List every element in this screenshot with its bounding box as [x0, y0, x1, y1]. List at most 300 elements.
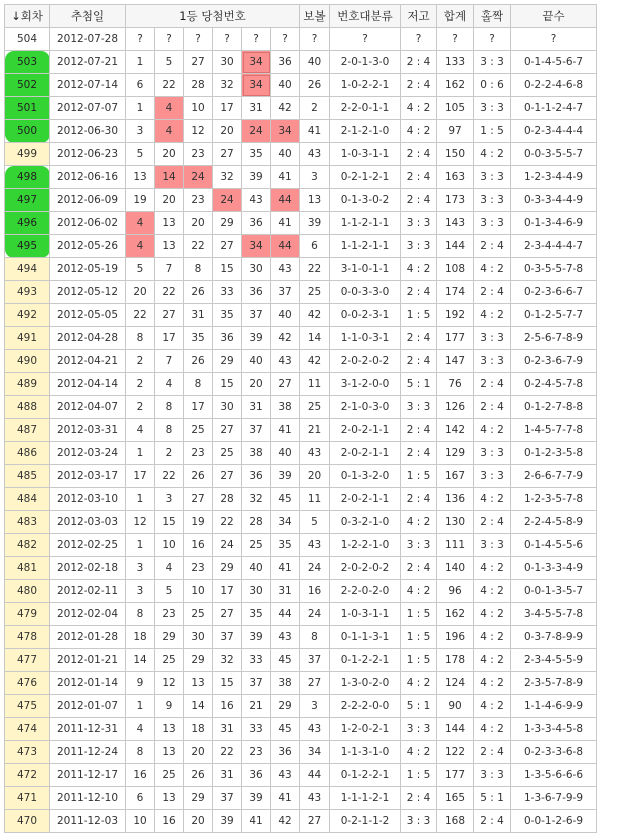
number-ball-cell: 8: [126, 603, 155, 626]
number-ball-cell: 20: [213, 120, 242, 143]
date-cell: 2012-06-30: [50, 120, 126, 143]
table-row: [5, 97, 597, 120]
highlow-cell: 4 : 2: [401, 120, 437, 143]
ending-cell: 0-2-2-4-6-8: [511, 74, 597, 97]
number-ball-cell: 8: [126, 327, 155, 350]
round-cell[interactable]: 475: [5, 695, 50, 718]
number-ball-cell: 31: [271, 580, 300, 603]
round-cell[interactable]: 485: [5, 465, 50, 488]
ending-cell: 1-3-5-6-6-6: [511, 764, 597, 787]
round-cell[interactable]: 497: [5, 189, 50, 212]
number-ball-cell: 43: [271, 626, 300, 649]
round-cell[interactable]: 494: [5, 258, 50, 281]
sum-cell: 177: [437, 764, 474, 787]
number-ball-cell: 7: [155, 258, 184, 281]
number-ball-cell: 19: [126, 189, 155, 212]
ending-cell: 0-3-3-4-4-9: [511, 189, 597, 212]
number-ball-cell: 36: [242, 212, 271, 235]
date-cell: 2012-02-18: [50, 557, 126, 580]
number-ball-cell: 4: [126, 718, 155, 741]
bonus-cell: 42: [300, 350, 330, 373]
highlow-cell: 3 : 3: [401, 718, 437, 741]
sum-cell: 76: [437, 373, 474, 396]
bonus-cell: 26: [300, 74, 330, 97]
round-cell[interactable]: 493: [5, 281, 50, 304]
table-row: [5, 51, 597, 74]
number-ball-cell: 39: [242, 787, 271, 810]
number-ball-cell: 26: [184, 764, 213, 787]
number-ball-cell: 1: [126, 534, 155, 557]
round-cell[interactable]: 487: [5, 419, 50, 442]
number-ball-cell: 41: [242, 810, 271, 833]
classify-cell: 1-2-2-1-0: [330, 534, 401, 557]
sum-cell: 173: [437, 189, 474, 212]
number-ball-cell: 40: [271, 74, 300, 97]
number-ball-cell: 4: [155, 373, 184, 396]
table-row: [5, 258, 597, 281]
number-ball-cell: 5: [126, 143, 155, 166]
number-ball-cell: 33: [242, 649, 271, 672]
number-ball-cell: 42: [271, 327, 300, 350]
number-ball-cell: 1: [126, 488, 155, 511]
oddeven-cell: 3 : 3: [474, 350, 511, 373]
round-cell[interactable]: 492: [5, 304, 50, 327]
oddeven-cell: 4 : 2: [474, 557, 511, 580]
round-cell[interactable]: 501: [5, 97, 50, 120]
round-cell[interactable]: 472: [5, 764, 50, 787]
round-cell[interactable]: 474: [5, 718, 50, 741]
bonus-cell: 3: [300, 166, 330, 189]
number-ball-cell: 17: [126, 465, 155, 488]
classify-cell: 0-0-2-3-1: [330, 304, 401, 327]
classify-cell: 2-1-2-1-0: [330, 120, 401, 143]
classify-column-header: 번호대분류: [330, 5, 401, 28]
date-cell: 2012-05-12: [50, 281, 126, 304]
classify-cell: 2-2-2-0-0: [330, 695, 401, 718]
round-cell[interactable]: 499: [5, 143, 50, 166]
sum-cell: 168: [437, 810, 474, 833]
number-ball-cell: 2: [126, 350, 155, 373]
date-cell: 2012-07-14: [50, 74, 126, 97]
number-ball-cell: 36: [271, 741, 300, 764]
number-ball-cell: 43: [271, 350, 300, 373]
number-ball-cell: 14: [184, 695, 213, 718]
number-ball-cell: 31: [242, 396, 271, 419]
number-ball-cell: 20: [155, 143, 184, 166]
sum-cell: 97: [437, 120, 474, 143]
highlow-cell: 4 : 2: [401, 580, 437, 603]
round-cell[interactable]: 486: [5, 442, 50, 465]
sum-cell: 122: [437, 741, 474, 764]
number-ball-cell: 30: [242, 258, 271, 281]
round-cell[interactable]: 482: [5, 534, 50, 557]
highlow-cell: 4 : 2: [401, 258, 437, 281]
bonus-cell: 13: [300, 189, 330, 212]
sum-cell: 150: [437, 143, 474, 166]
ending-cell: 0-1-2-5-7-7: [511, 304, 597, 327]
oddeven-cell: 4 : 2: [474, 143, 511, 166]
table-row: [5, 212, 597, 235]
classify-cell: 1-2-0-2-1: [330, 718, 401, 741]
date-cell: 2012-04-14: [50, 373, 126, 396]
ending-cell: 0-0-1-3-5-7: [511, 580, 597, 603]
date-cell: 2011-12-31: [50, 718, 126, 741]
oddeven-cell: 3 : 3: [474, 442, 511, 465]
table-row: [5, 718, 597, 741]
ending-cell: 0-1-2-3-5-8: [511, 442, 597, 465]
number-ball-cell: 3: [155, 488, 184, 511]
table-row: [5, 189, 597, 212]
bonus-cell: 5: [300, 511, 330, 534]
classify-cell: 2-2-0-2-0: [330, 580, 401, 603]
ending-cell: 0-1-3-4-6-9: [511, 212, 597, 235]
date-cell: 2012-03-31: [50, 419, 126, 442]
round-cell[interactable]: 490: [5, 350, 50, 373]
table-row: [5, 235, 597, 258]
ending-cell: 0-3-5-5-7-8: [511, 258, 597, 281]
number-ball-cell: 28: [242, 511, 271, 534]
number-ball-cell: 15: [213, 373, 242, 396]
date-cell: 2012-01-21: [50, 649, 126, 672]
round-cell[interactable]: 498: [5, 166, 50, 189]
highlow-cell: 5 : 1: [401, 373, 437, 396]
bonus-cell: 21: [300, 419, 330, 442]
number-ball-cell: 23: [242, 741, 271, 764]
classify-cell: 1-1-2-1-1: [330, 235, 401, 258]
number-ball-cell: 10: [155, 534, 184, 557]
number-ball-cell: 2: [126, 396, 155, 419]
highlow-cell: 3 : 3: [401, 396, 437, 419]
ending-cell: 0-2-3-6-6-7: [511, 281, 597, 304]
highlow-cell: 2 : 4: [401, 327, 437, 350]
number-ball-cell: 3: [126, 120, 155, 143]
round-cell[interactable]: 471: [5, 787, 50, 810]
number-ball-cell: 30: [213, 396, 242, 419]
number-ball-cell: 23: [184, 557, 213, 580]
number-ball-cell: 4: [126, 419, 155, 442]
highlow-cell: 2 : 4: [401, 350, 437, 373]
table-row: [5, 511, 597, 534]
number-ball-cell: 45: [271, 649, 300, 672]
round-column-header[interactable]: ↓회차: [5, 5, 50, 28]
number-ball-cell: ?: [184, 28, 213, 51]
number-ball-cell: 26: [184, 465, 213, 488]
number-ball-cell: 39: [242, 626, 271, 649]
round-cell[interactable]: 503: [5, 51, 50, 74]
round-cell[interactable]: 496: [5, 212, 50, 235]
number-ball-cell: 39: [271, 465, 300, 488]
number-ball-cell: 37: [242, 419, 271, 442]
highlow-cell: 2 : 4: [401, 442, 437, 465]
table-row: [5, 28, 597, 51]
round-cell[interactable]: 478: [5, 626, 50, 649]
number-ball-cell: 42: [271, 97, 300, 120]
round-cell[interactable]: 470: [5, 810, 50, 833]
round-cell[interactable]: 491: [5, 327, 50, 350]
number-ball-cell: 1: [126, 51, 155, 74]
number-ball-cell: 32: [213, 649, 242, 672]
number-ball-cell: 35: [213, 304, 242, 327]
date-cell: 2012-01-07: [50, 695, 126, 718]
number-ball-cell: 22: [155, 465, 184, 488]
number-ball-cell: 22: [126, 304, 155, 327]
classify-cell: 1-1-2-1-1: [330, 212, 401, 235]
classify-cell: 0-1-3-0-2: [330, 189, 401, 212]
table-row: [5, 166, 597, 189]
classify-cell: 1-1-1-2-1: [330, 787, 401, 810]
table-row: [5, 580, 597, 603]
bonus-cell: 39: [300, 212, 330, 235]
sum-cell: 140: [437, 557, 474, 580]
oddeven-cell: 0 : 6: [474, 74, 511, 97]
number-ball-cell: 12: [155, 672, 184, 695]
oddeven-cell: 3 : 3: [474, 166, 511, 189]
number-ball-cell: 27: [271, 373, 300, 396]
number-ball-cell: 20: [242, 373, 271, 396]
number-ball-cell: 15: [213, 672, 242, 695]
table-row: [5, 557, 597, 580]
date-cell: 2012-02-25: [50, 534, 126, 557]
number-ball-cell: 27: [213, 235, 242, 258]
number-ball-cell: 34: [271, 120, 300, 143]
ending-cell: 1-3-3-4-5-8: [511, 718, 597, 741]
oddeven-cell: 3 : 3: [474, 465, 511, 488]
date-cell: 2011-12-03: [50, 810, 126, 833]
bonus-cell: 42: [300, 304, 330, 327]
sum-cell: 136: [437, 488, 474, 511]
oddeven-cell: 2 : 4: [474, 511, 511, 534]
round-cell[interactable]: 477: [5, 649, 50, 672]
number-ball-cell: 38: [271, 396, 300, 419]
number-ball-cell: 5: [155, 51, 184, 74]
number-ball-cell: ?: [155, 28, 184, 51]
date-cell: 2012-01-14: [50, 672, 126, 695]
round-cell[interactable]: 489: [5, 373, 50, 396]
number-ball-cell: 40: [242, 557, 271, 580]
highlow-cell: 2 : 4: [401, 787, 437, 810]
number-ball-cell: 27: [184, 488, 213, 511]
number-ball-cell: 12: [184, 120, 213, 143]
ending-cell: ?: [511, 28, 597, 51]
table-row: [5, 396, 597, 419]
bonus-cell: 11: [300, 373, 330, 396]
table-row: [5, 534, 597, 557]
date-cell: 2012-04-21: [50, 350, 126, 373]
number-ball-cell: 41: [271, 212, 300, 235]
table-row: [5, 626, 597, 649]
number-ball-cell: 34: [271, 511, 300, 534]
highlow-cell: 2 : 4: [401, 189, 437, 212]
ending-cell: 2-3-4-4-4-7: [511, 235, 597, 258]
number-ball-cell: 35: [184, 327, 213, 350]
highlow-cell: 1 : 5: [401, 649, 437, 672]
number-ball-cell: 22: [213, 741, 242, 764]
number-ball-cell: 23: [184, 442, 213, 465]
number-ball-cell: 43: [242, 189, 271, 212]
number-ball-cell: 10: [184, 97, 213, 120]
number-ball-cell: 32: [213, 166, 242, 189]
classify-cell: 2-0-1-3-0: [330, 51, 401, 74]
bonus-cell: 6: [300, 235, 330, 258]
sum-cell: 192: [437, 304, 474, 327]
number-ball-cell: 8: [126, 741, 155, 764]
number-ball-cell: 45: [271, 718, 300, 741]
bonus-cell: 25: [300, 396, 330, 419]
ending-cell: 1-1-4-6-9-9: [511, 695, 597, 718]
table-row: [5, 695, 597, 718]
bonus-cell: 8: [300, 626, 330, 649]
oddeven-cell: 4 : 2: [474, 718, 511, 741]
ending-cell: 0-2-4-5-7-8: [511, 373, 597, 396]
table-row: [5, 143, 597, 166]
sum-cell: 196: [437, 626, 474, 649]
number-ball-cell: 8: [155, 419, 184, 442]
round-cell[interactable]: 504: [5, 28, 50, 51]
highlow-cell: 2 : 4: [401, 488, 437, 511]
date-cell: 2012-06-16: [50, 166, 126, 189]
oddeven-cell: 4 : 2: [474, 672, 511, 695]
number-ball-cell: ?: [126, 28, 155, 51]
ending-cell: 0-0-3-5-5-7: [511, 143, 597, 166]
number-ball-cell: 28: [213, 488, 242, 511]
bonus-cell: 37: [300, 649, 330, 672]
round-cell[interactable]: 476: [5, 672, 50, 695]
date-cell: 2012-05-05: [50, 304, 126, 327]
number-ball-cell: 27: [213, 603, 242, 626]
round-cell[interactable]: 481: [5, 557, 50, 580]
bonus-cell: 24: [300, 557, 330, 580]
round-cell[interactable]: 484: [5, 488, 50, 511]
number-ball-cell: 3: [126, 580, 155, 603]
ending-cell: 2-2-4-5-8-9: [511, 511, 597, 534]
number-ball-cell: 20: [126, 281, 155, 304]
number-ball-cell: 2: [155, 442, 184, 465]
number-ball-cell: ?: [242, 28, 271, 51]
table-row: [5, 810, 597, 833]
number-ball-cell: 22: [184, 235, 213, 258]
number-ball-cell: 36: [242, 465, 271, 488]
bonus-cell: 27: [300, 810, 330, 833]
highlow-cell: 4 : 2: [401, 97, 437, 120]
sum-cell: 163: [437, 166, 474, 189]
ending-cell: 2-3-4-5-5-9: [511, 649, 597, 672]
number-ball-cell: 29: [184, 787, 213, 810]
bonus-cell: 43: [300, 718, 330, 741]
date-cell: 2012-04-07: [50, 396, 126, 419]
number-ball-cell: 35: [242, 603, 271, 626]
round-cell[interactable]: 500: [5, 120, 50, 143]
date-cell: 2012-06-23: [50, 143, 126, 166]
highlow-cell: 3 : 3: [401, 235, 437, 258]
highlow-cell: 1 : 5: [401, 626, 437, 649]
lotto-results-table: [4, 4, 597, 833]
number-ball-cell: 13: [155, 212, 184, 235]
ending-cell: 0-1-2-7-8-8: [511, 396, 597, 419]
oddeven-cell: 2 : 4: [474, 741, 511, 764]
oddeven-cell: 1 : 5: [474, 120, 511, 143]
number-ball-cell: 4: [155, 557, 184, 580]
highlow-cell: 1 : 5: [401, 304, 437, 327]
oddeven-cell: 4 : 2: [474, 695, 511, 718]
sum-cell: 144: [437, 235, 474, 258]
date-cell: 2012-01-28: [50, 626, 126, 649]
number-ball-cell: 22: [213, 511, 242, 534]
date-cell: 2011-12-10: [50, 787, 126, 810]
number-ball-cell: 26: [184, 350, 213, 373]
sum-cell: 90: [437, 695, 474, 718]
ending-cell: 0-1-4-5-5-6: [511, 534, 597, 557]
number-ball-cell: 13: [184, 672, 213, 695]
number-ball-cell: 7: [155, 350, 184, 373]
round-cell[interactable]: 473: [5, 741, 50, 764]
number-ball-cell: 28: [184, 74, 213, 97]
round-cell[interactable]: 483: [5, 511, 50, 534]
number-ball-cell: 39: [242, 166, 271, 189]
oddeven-cell: ?: [474, 28, 511, 51]
round-cell[interactable]: 479: [5, 603, 50, 626]
number-ball-cell: 5: [126, 258, 155, 281]
oddeven-cell: 4 : 2: [474, 304, 511, 327]
number-ball-cell: 4: [126, 235, 155, 258]
number-ball-cell: 39: [242, 327, 271, 350]
classify-cell: 1-3-0-2-0: [330, 672, 401, 695]
ending-cell: 2-6-6-7-7-9: [511, 465, 597, 488]
oddeven-cell: 4 : 2: [474, 580, 511, 603]
sum-cell: 167: [437, 465, 474, 488]
number-ball-cell: 44: [271, 189, 300, 212]
round-cell[interactable]: 480: [5, 580, 50, 603]
number-ball-cell: 32: [213, 74, 242, 97]
sum-cell: 178: [437, 649, 474, 672]
table-row: [5, 120, 597, 143]
number-ball-cell: 40: [271, 143, 300, 166]
number-ball-cell: 22: [155, 74, 184, 97]
bonus-cell: 44: [300, 764, 330, 787]
oddeven-cell: 4 : 2: [474, 488, 511, 511]
number-ball-cell: 38: [242, 442, 271, 465]
number-ball-cell: 27: [213, 419, 242, 442]
number-ball-cell: 37: [213, 626, 242, 649]
bonus-cell: 16: [300, 580, 330, 603]
classify-cell: 3-1-2-0-0: [330, 373, 401, 396]
number-ball-cell: ?: [271, 28, 300, 51]
round-cell[interactable]: 502: [5, 74, 50, 97]
ending-cell: 2-3-5-7-8-9: [511, 672, 597, 695]
bonus-cell: 14: [300, 327, 330, 350]
highlow-cell: 2 : 4: [401, 51, 437, 74]
bonus-cell: 24: [300, 603, 330, 626]
date-cell: 2012-07-28: [50, 28, 126, 51]
number-ball-cell: 23: [155, 603, 184, 626]
table-row: [5, 741, 597, 764]
number-ball-cell: 13: [155, 235, 184, 258]
number-ball-cell: 27: [213, 465, 242, 488]
oddeven-column-header: 홀짝: [474, 5, 511, 28]
number-ball-cell: 31: [242, 97, 271, 120]
bonus-cell: 20: [300, 465, 330, 488]
date-cell: 2012-03-24: [50, 442, 126, 465]
highlow-cell: 4 : 2: [401, 741, 437, 764]
table-row: [5, 419, 597, 442]
round-cell[interactable]: 495: [5, 235, 50, 258]
round-cell[interactable]: 488: [5, 396, 50, 419]
number-ball-cell: 42: [271, 810, 300, 833]
number-ball-cell: 45: [271, 488, 300, 511]
sum-cell: 165: [437, 787, 474, 810]
bonus-cell: 43: [300, 534, 330, 557]
number-ball-cell: 1: [126, 442, 155, 465]
bonus-cell: 43: [300, 442, 330, 465]
